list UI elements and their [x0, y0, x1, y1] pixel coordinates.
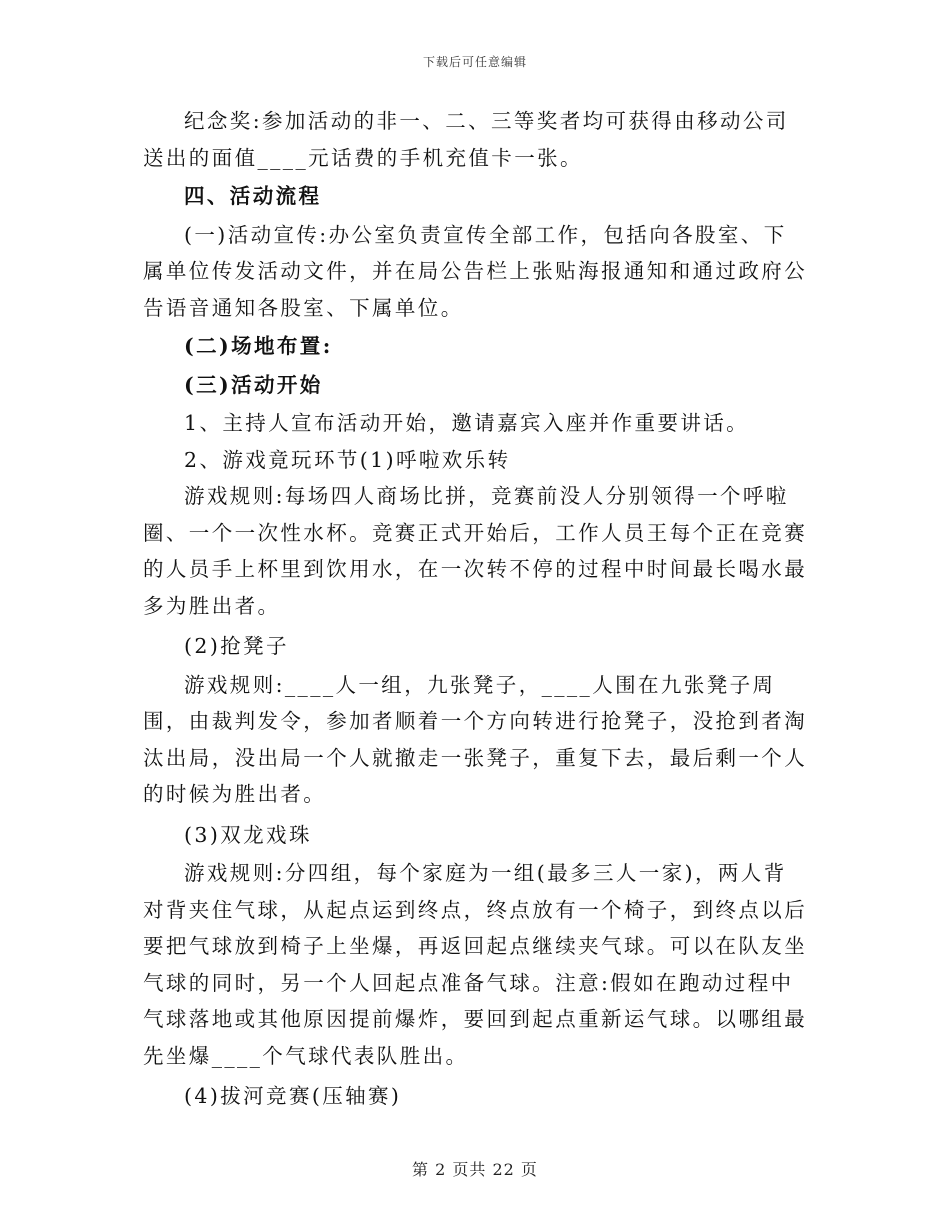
heading-activity-start: (三)活动开始 [184, 372, 323, 397]
subheading-double-dragon: (3)双龙戏珠 [184, 822, 312, 847]
paragraph-balloon-rules: 游戏规则:分四组，每个家庭为一组(最多三人一家)，两人背对背夹住气球，从起点运到终点，终点放有一个椅子，到终点以后要把气球放到椅子上坐爆，再返回起点继续夹气球。可以在队友坐气球的同时，另一个人回起点准备气球。注意:假如在跑动过程中气球落地或其他原因提前爆炸，要回到起点重新运气球。以哪组最先坐爆____个气球代表队胜出。 [143, 861, 808, 1068]
subheading-musical-chairs: (2)抢凳子 [184, 634, 289, 658]
subheading-tug-of-war: (4)拔河竞赛(压轴赛) [184, 1084, 402, 1108]
paragraph-hula-rules: 游戏规则:每场四人商场比拼，竞赛前没人分别领得一个呼啦圈、一个一次性水杯。竞赛正式开始后，工作人员王每个正在竞赛的人员手上杯里到饮用水，在一次转不停的过程中时间最长喝水最多为胜出者。 [143, 484, 808, 618]
paragraph-host-announce: 1、主持人宣布活动开始，邀请嘉宾入座并作重要讲话。 [184, 411, 750, 435]
paragraph-souvenir-prize: 纪念奖:参加活动的非一、二、三等奖者均可获得由移动公司送出的面值____元话费的手机充值卡一张。 [143, 109, 789, 170]
paragraph-game-section: 2、游戏竟玩环节(1)呼啦欢乐转 [184, 447, 511, 472]
page-header: 下载后可任意编辑 [422, 55, 527, 69]
page-footer: 第 2 页共 22 页 [412, 1160, 538, 1179]
heading-venue-setup: (二)场地布置: [184, 334, 333, 358]
heading-activity-process: 四、活动流程 [184, 184, 322, 208]
document-body [143, 103, 808, 1117]
paragraph-chairs-rules: 游戏规则:____人一组，九张凳子，____人围在九张凳子周围，由裁判发令，参加者顺着一个方向转进行抢凳子，没抢到者淘汰出局，没出局一个人就撤走一张凳子，重复下去，最后剩一个人的时候为胜出者。 [143, 672, 808, 806]
paragraph-publicity: (一)活动宣传:办公室负责宣传全部工作，包括向各股室、下属单位传发活动文件，并在局公告栏上张贴海报通知和通过政府公告语音通知各股室、下属单位。 [143, 222, 808, 320]
